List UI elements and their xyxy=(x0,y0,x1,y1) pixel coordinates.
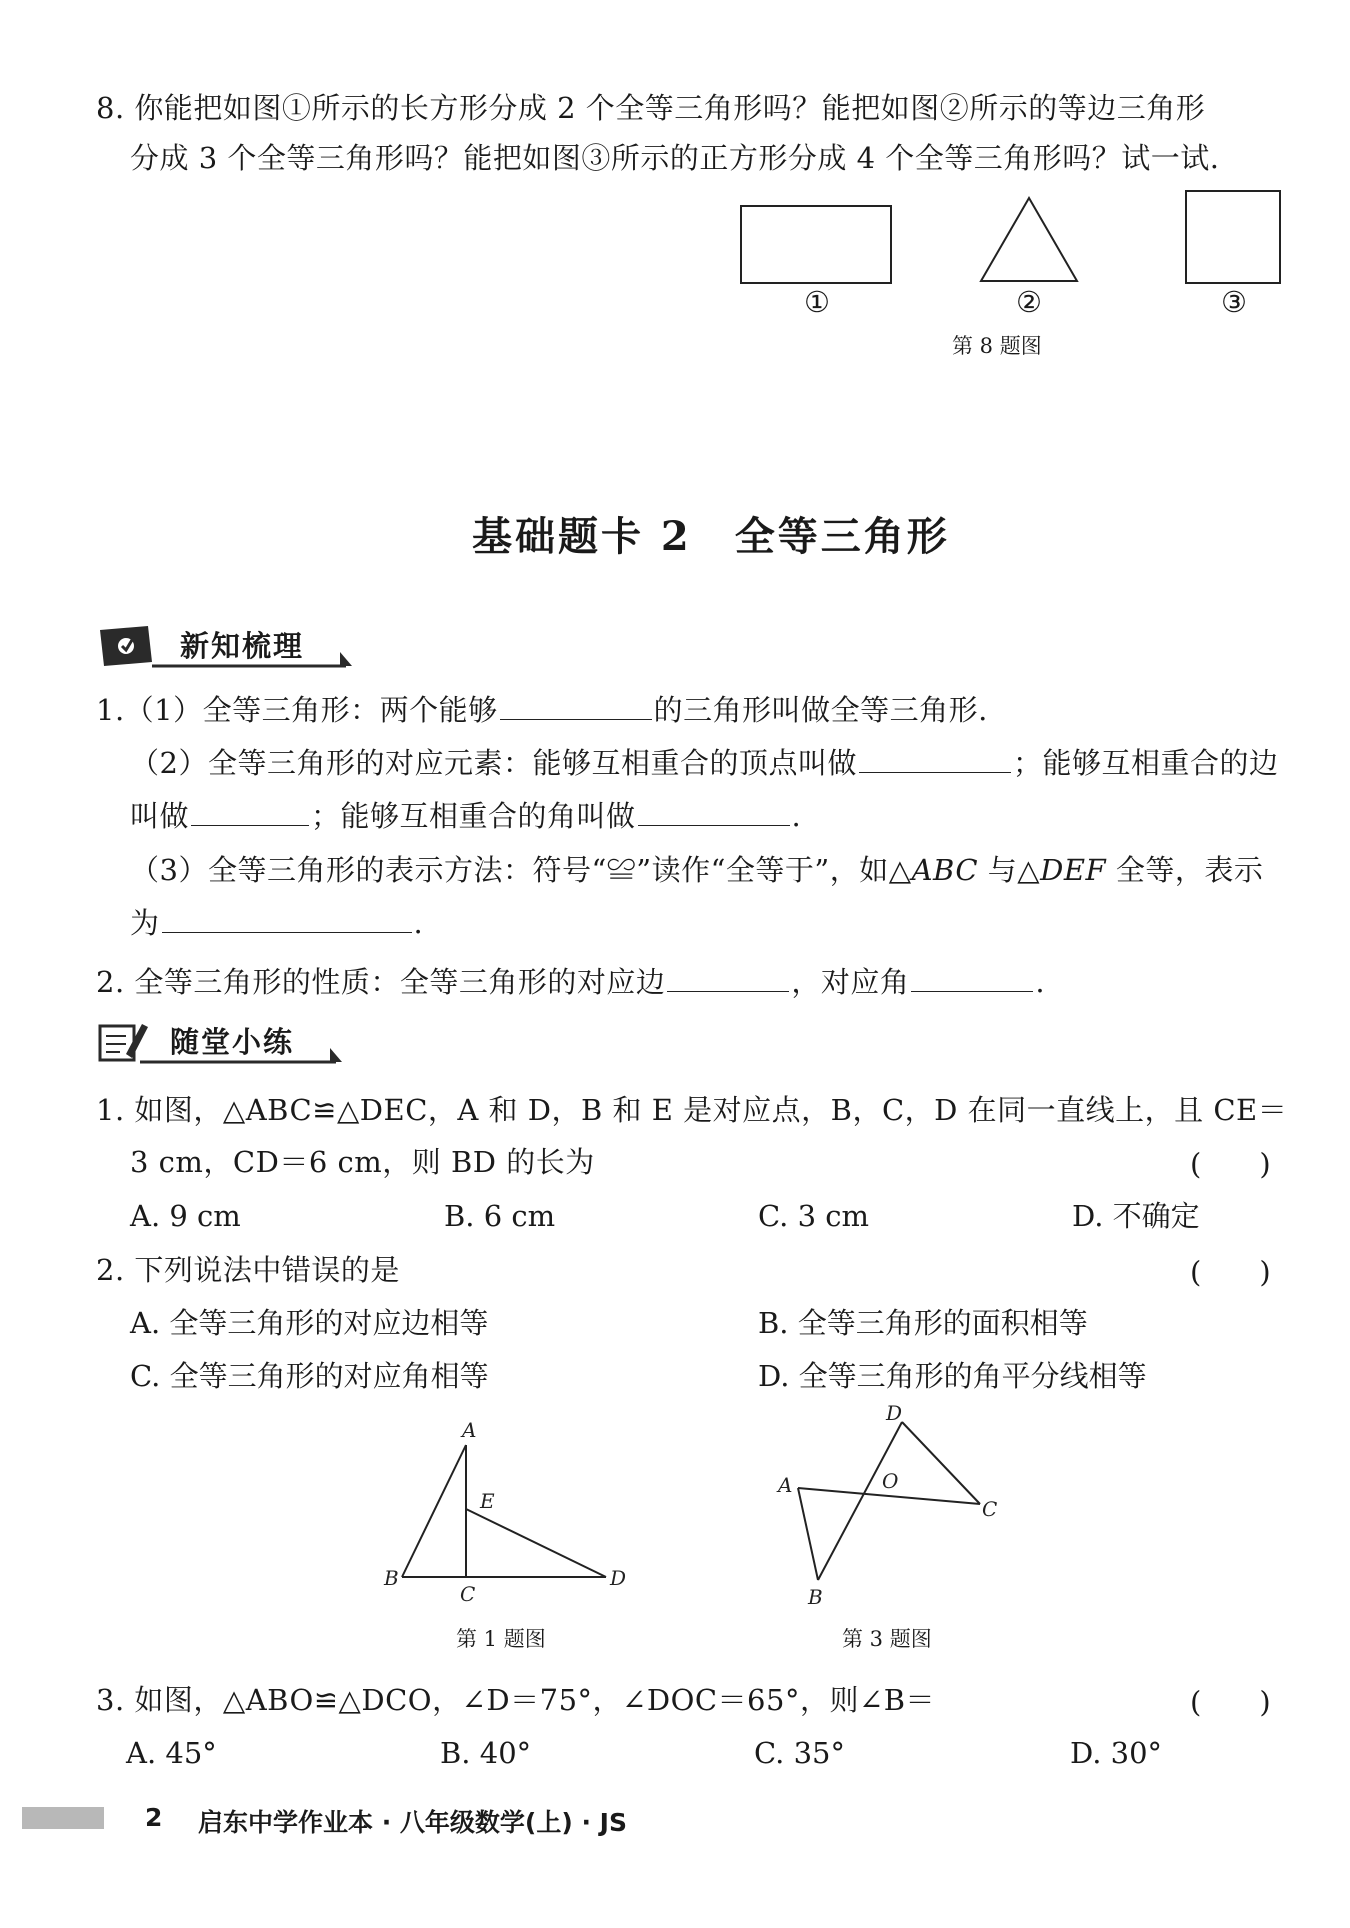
item-1-2: （2）全等三角形的对应元素：能够互相重合的顶点叫做 ；能够互相重合的边 xyxy=(130,746,1279,780)
label-a: A xyxy=(462,1418,477,1442)
section-header-suitang xyxy=(96,1018,351,1066)
q1-line1: 1. 如图，△ABC≌△DEC，A 和 D，B 和 E 是对应点，B，C，D 在同一直线上，且 CE＝ xyxy=(96,1093,1288,1127)
q2-option-b[interactable]: B. 全等三角形的面积相等 xyxy=(758,1306,1088,1340)
q1-option-a[interactable]: A. 9 cm xyxy=(130,1199,241,1233)
q3-option-d[interactable]: D. 30° xyxy=(1070,1736,1163,1770)
label-o: O xyxy=(882,1469,899,1493)
q2-option-a[interactable]: A. 全等三角形的对应边相等 xyxy=(130,1306,489,1340)
segment-bd xyxy=(818,1422,902,1580)
q1-figure-caption: 第 1 题图 xyxy=(456,1627,546,1651)
item-1-3-cont: 为 . xyxy=(130,906,424,940)
page-number: 2 xyxy=(145,1803,163,1832)
label-e: E xyxy=(480,1489,495,1513)
q8-line1: 8. 你能把如图①所示的长方形分成 2 个全等三角形吗？能把如图②所示的等边三角形 xyxy=(96,91,1206,125)
footer-bar xyxy=(22,1807,104,1829)
segment-dc xyxy=(902,1422,980,1504)
label-d: D xyxy=(610,1566,627,1590)
label-d: D xyxy=(886,1401,903,1425)
label-c: C xyxy=(982,1497,998,1521)
q3-line1: 3. 如图，△ABO≌△DCO，∠D＝75°，∠DOC＝65°，则∠B＝ xyxy=(96,1683,936,1717)
q2-answer-paren[interactable]: ( ) xyxy=(1190,1255,1271,1289)
item-1-3: （3）全等三角形的表示方法：符号“≌”读作“全等于”，如△ABC 与△DEF 全等，表示 xyxy=(130,853,1264,887)
item-1-1: 1.（1）全等三角形：两个能够 的三角形叫做全等三角形. xyxy=(96,693,988,727)
label-b: B xyxy=(384,1566,399,1590)
q2-line1: 2. 下列说法中错误的是 xyxy=(96,1253,400,1287)
q2-option-d[interactable]: D. 全等三角形的角平分线相等 xyxy=(758,1359,1147,1393)
q1-answer-paren[interactable]: ( ) xyxy=(1190,1147,1271,1181)
q1-line2: 3 cm，CD＝6 cm，则 BD 的长为 xyxy=(130,1145,595,1179)
q2-option-c[interactable]: C. 全等三角形的对应角相等 xyxy=(130,1359,489,1393)
fig-label-2: ② xyxy=(1016,285,1043,319)
item-2: 2. 全等三角形的性质：全等三角形的对应边 ，对应角 . xyxy=(96,965,1046,999)
fig-label-1: ① xyxy=(804,285,831,319)
item-1-2-cont: 叫做 ；能够互相重合的角叫做 . xyxy=(130,799,802,833)
section-label: 新知梳理 xyxy=(180,629,305,663)
q3-option-a[interactable]: A. 45° xyxy=(126,1736,217,1770)
square-figure xyxy=(1185,190,1281,284)
q3-answer-paren[interactable]: ( ) xyxy=(1190,1685,1271,1719)
label-b: B xyxy=(808,1585,823,1609)
footer-text: 启东中学作业本 · 八年级数学(上) · JS xyxy=(198,1808,627,1837)
triangle-figure xyxy=(975,195,1085,285)
q1-option-d[interactable]: D. 不确定 xyxy=(1072,1199,1200,1233)
q8-line2: 分成 3 个全等三角形吗？能把如图③所示的正方形分成 4 个全等三角形吗？试一试. xyxy=(130,141,1220,175)
q1-figure xyxy=(370,1415,640,1615)
segment-ab xyxy=(402,1445,466,1577)
q3-figure xyxy=(770,1400,1010,1620)
section-header-xinzhi xyxy=(96,622,361,670)
q8-caption: 第 8 题图 xyxy=(952,334,1042,358)
label-a: A xyxy=(778,1473,793,1497)
segment-ab xyxy=(798,1488,818,1580)
page-title: 基础题卡 2 全等三角形 xyxy=(472,513,950,560)
q1-option-c[interactable]: C. 3 cm xyxy=(758,1199,870,1233)
section-label: 随堂小练 xyxy=(170,1025,295,1059)
q3-option-c[interactable]: C. 35° xyxy=(754,1736,845,1770)
fig-label-3: ③ xyxy=(1221,285,1248,319)
q1-option-b[interactable]: B. 6 cm xyxy=(444,1199,556,1233)
label-c: C xyxy=(460,1582,476,1606)
q3-option-b[interactable]: B. 40° xyxy=(440,1736,532,1770)
q3-figure-caption: 第 3 题图 xyxy=(842,1627,932,1651)
segment-ed xyxy=(466,1509,606,1577)
rectangle-figure xyxy=(740,205,892,284)
